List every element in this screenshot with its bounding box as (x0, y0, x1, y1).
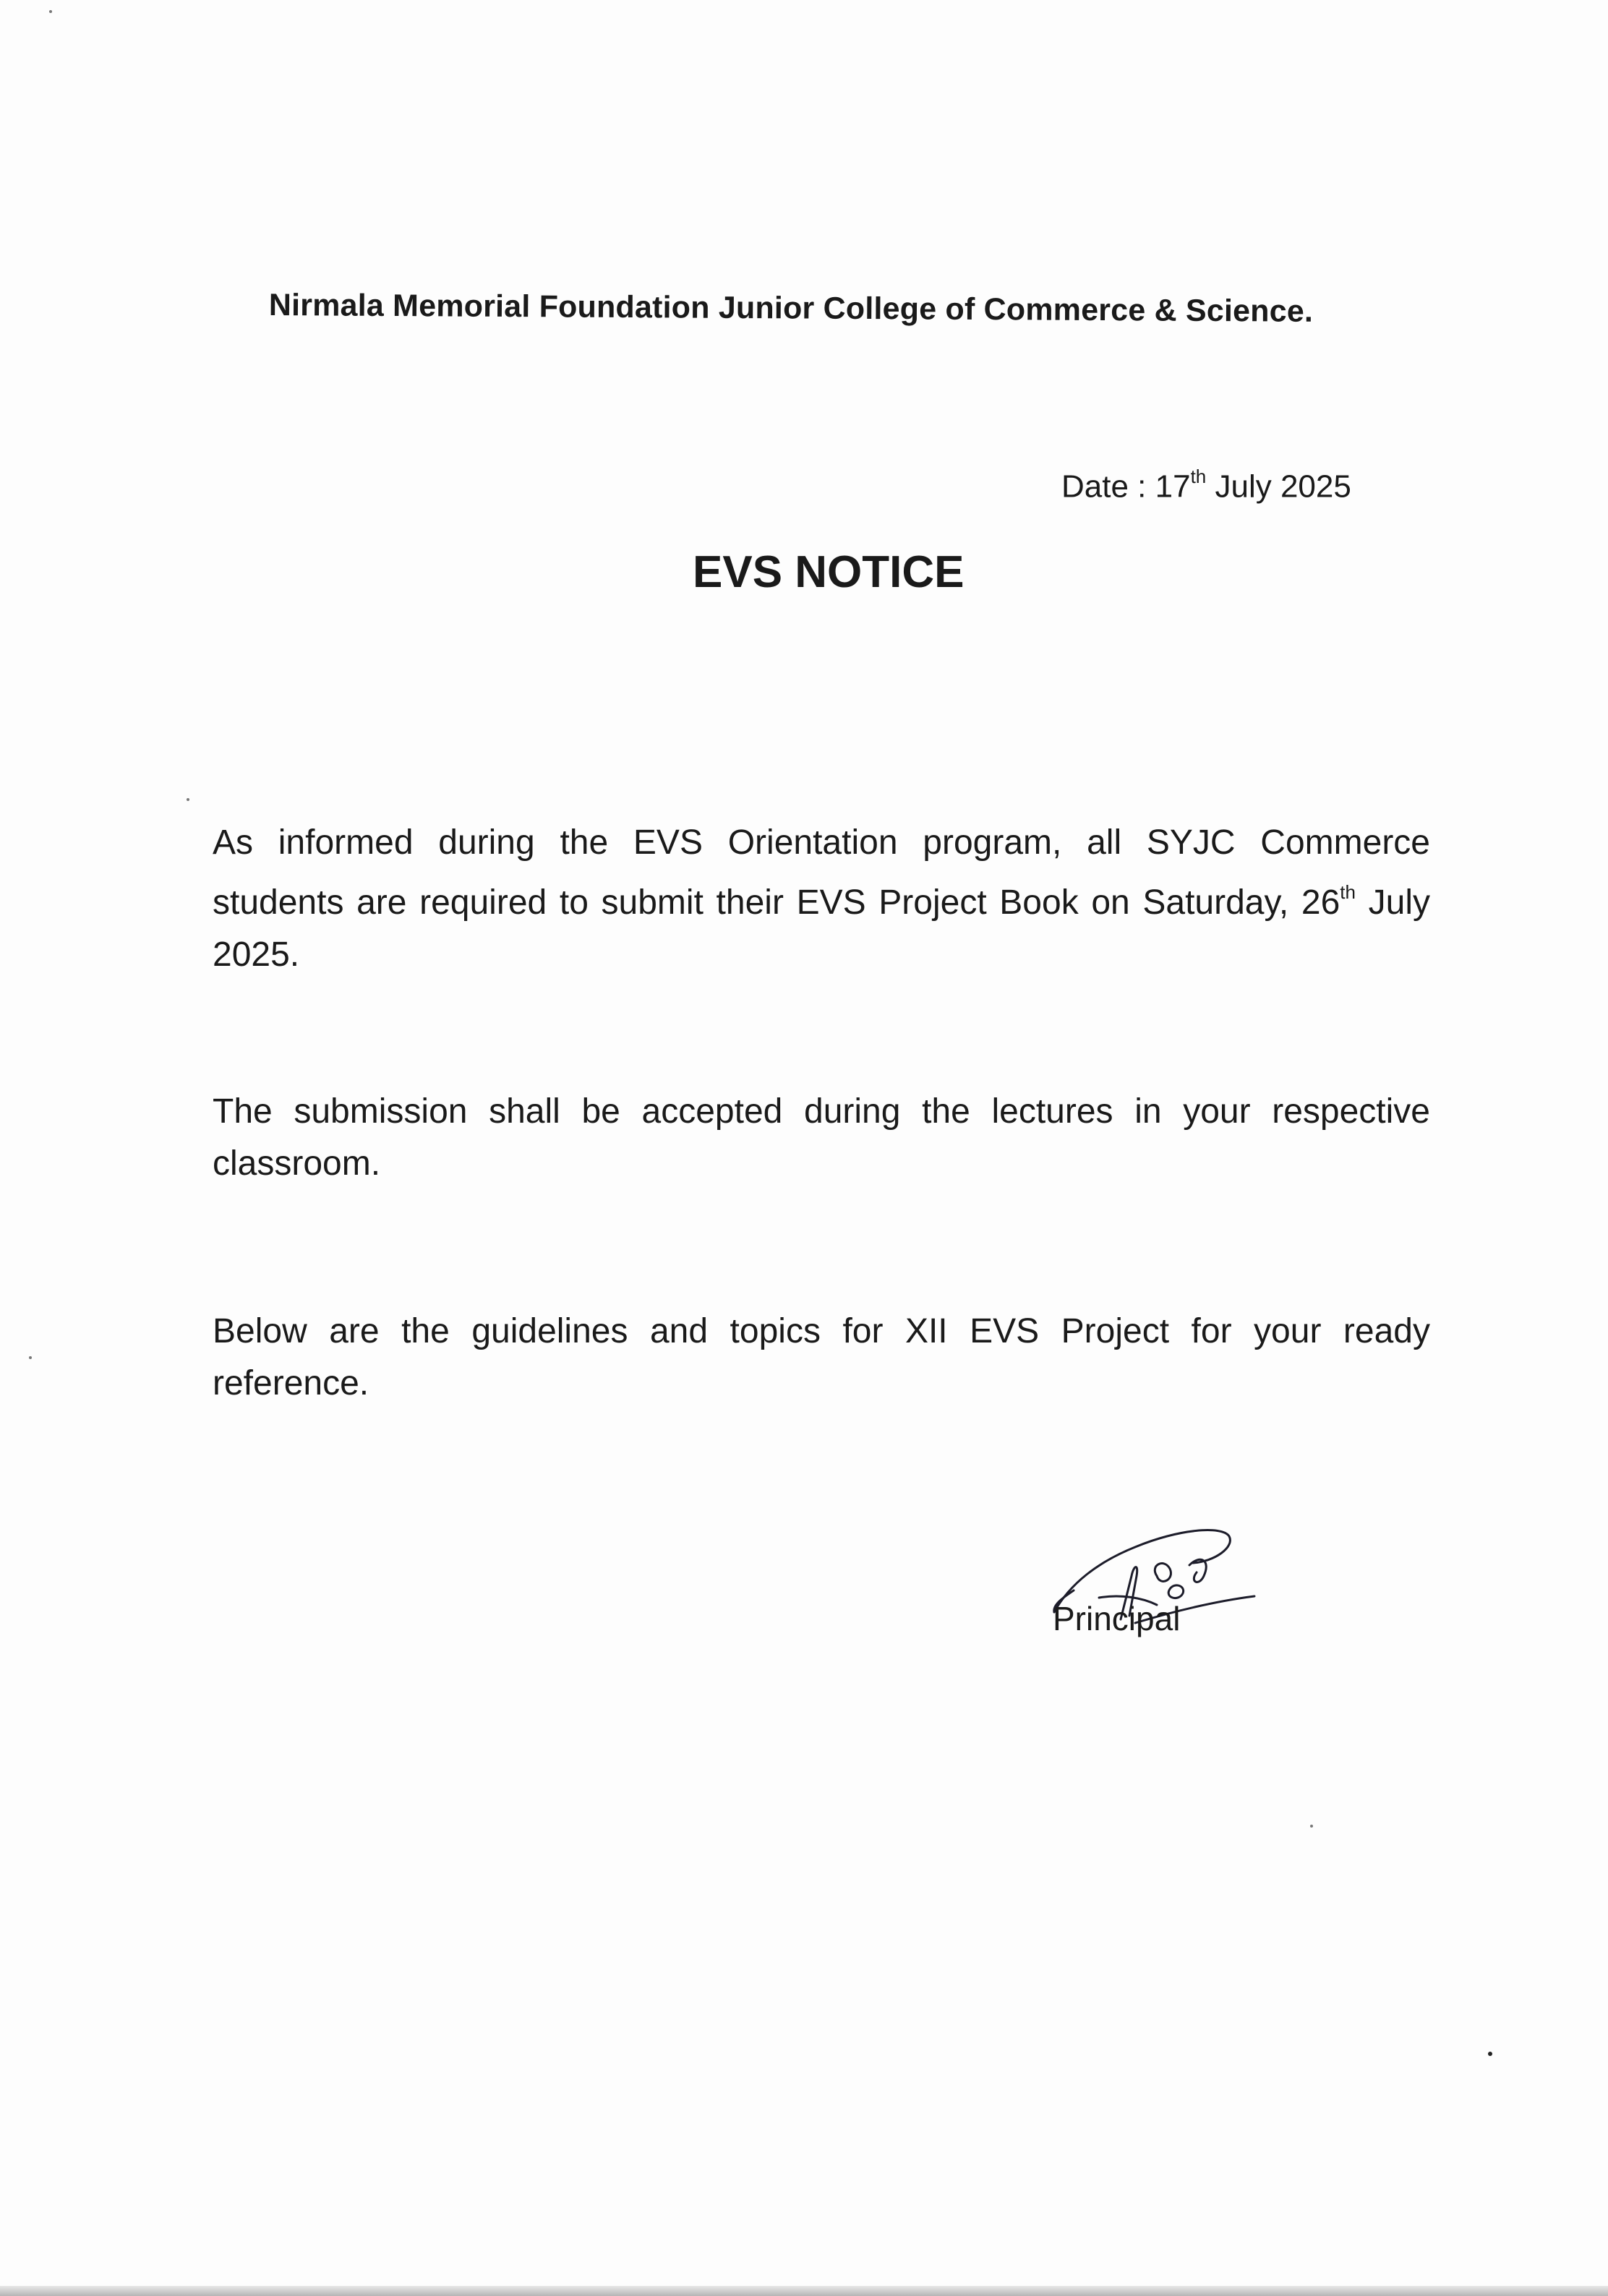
body-paragraph-2: The submission shall be accepted during the lectures in your respective classroom. (213, 1092, 1430, 1183)
date-prefix: Date : 17 (1061, 468, 1191, 505)
paragraph-1-text: As informed during the EVS Orientation program, all SYJC Commerce students are required to submit their EVS Project Book on Saturday, 26 (213, 823, 1430, 922)
body-paragraph-1 (213, 817, 1430, 981)
paragraph-1-sup: th (1340, 881, 1356, 903)
body-paragraph-3: Below are the guidelines and topics for XII EVS Project for your ready reference. (213, 1312, 1430, 1402)
date-suffix: th (1190, 466, 1207, 487)
scan-speck (29, 1356, 32, 1359)
principal-designation: Principal (1053, 1600, 1181, 1637)
date-rest: July 2025 (1206, 468, 1351, 505)
scan-speck (49, 10, 52, 13)
scan-speck (187, 798, 189, 801)
scan-bottom-edge (0, 2286, 1608, 2296)
scan-speck (1310, 1825, 1313, 1828)
paragraph-1-text-end: July 2025. (213, 883, 1430, 974)
notice-title: EVS NOTICE (693, 547, 965, 597)
college-name: Nirmala Memorial Foundation Junior College of Commerce & Science. (268, 288, 1314, 329)
scan-speck (1488, 2052, 1492, 2056)
signature-block (1048, 1496, 1265, 1655)
notice-date (1061, 468, 1351, 505)
